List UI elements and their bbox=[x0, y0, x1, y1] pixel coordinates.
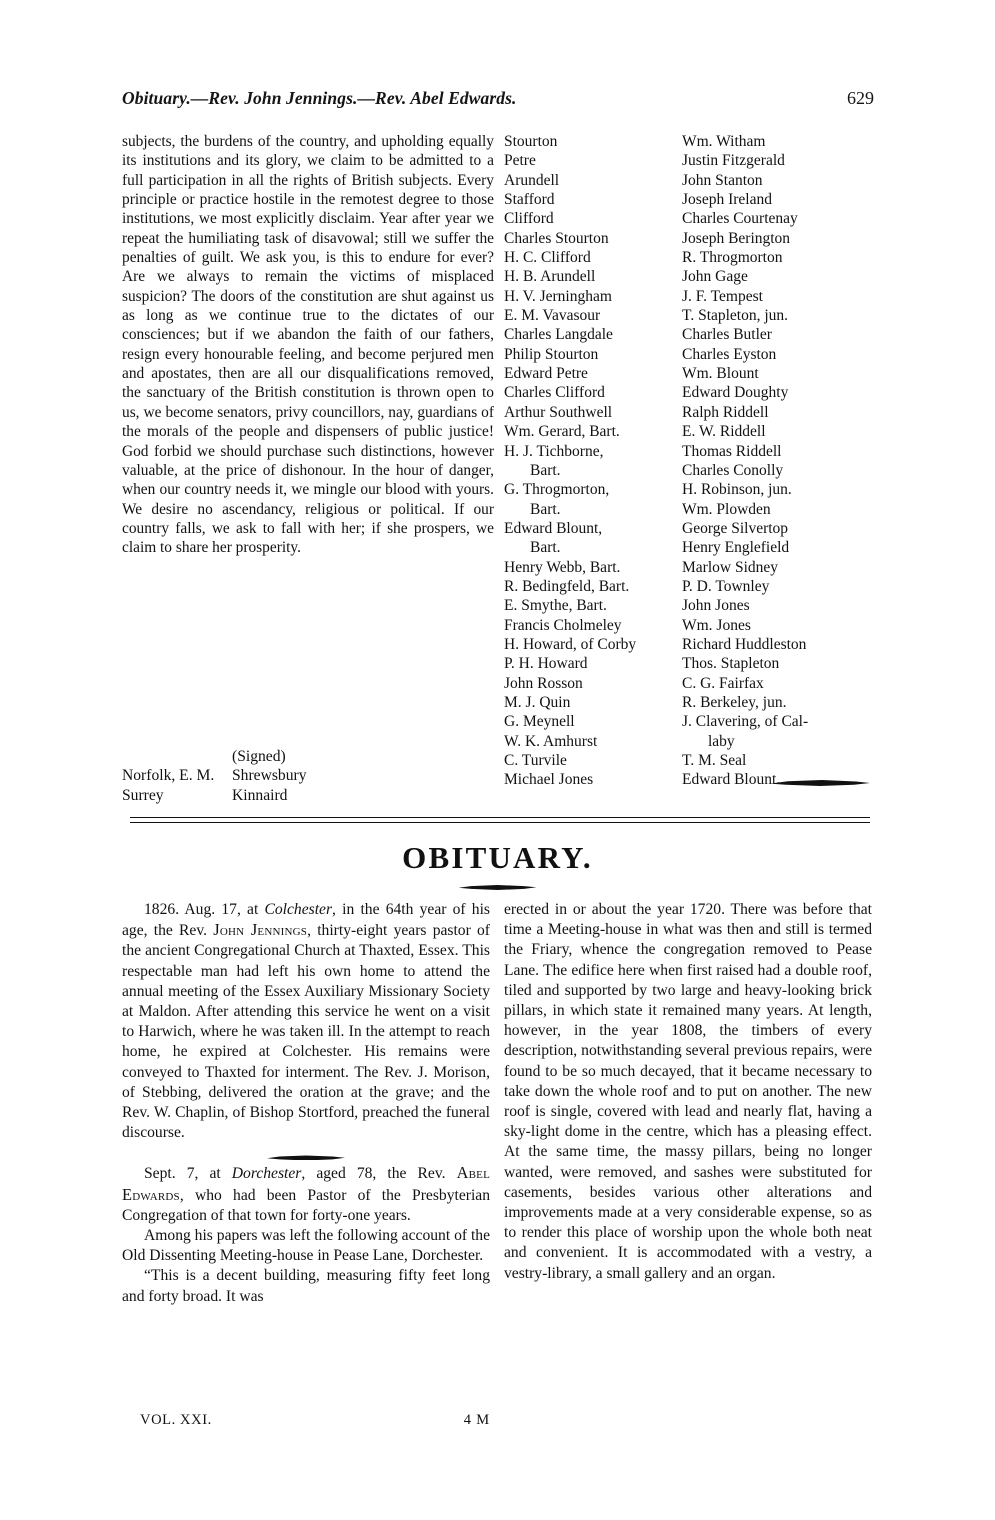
signatory-name: P. D. Townley bbox=[682, 577, 770, 595]
signatory-name: G. Throgmorton, bbox=[504, 481, 610, 499]
signatory-name: Charles Butler bbox=[682, 326, 772, 344]
signatory-name: G. Meynell bbox=[504, 713, 575, 731]
signatory-left: Surrey bbox=[122, 786, 164, 804]
signatory-name: Charles Eyston bbox=[682, 345, 777, 363]
signatory-name: John Stanton bbox=[682, 171, 763, 189]
signatory-name: Wm. Gerard, Bart. bbox=[504, 423, 620, 441]
signatory-name: laby bbox=[708, 732, 735, 750]
signatory-name: Wm. Blount bbox=[682, 365, 759, 383]
section-heading: OBITUARY. bbox=[402, 840, 593, 875]
signatory-name: Bart. bbox=[530, 539, 561, 557]
signatory-name: Joseph Ireland bbox=[682, 191, 772, 209]
signatory-name: Charles Langdale bbox=[504, 326, 613, 344]
jennings-mid: , in the 64th year of his age, the Rev. bbox=[122, 901, 490, 940]
signatory-name: Petre bbox=[504, 152, 536, 170]
edwards-name: Abel Edwards bbox=[122, 1163, 490, 1204]
signatory-name: Francis Cholmeley bbox=[504, 616, 622, 634]
meeting-house-quote-start: “This is a decent building, measuring fifty feet long and forty broad. It was bbox=[122, 1267, 490, 1305]
obituary-jennings bbox=[122, 900, 490, 1143]
signatory-name: H. Robinson, jun. bbox=[682, 481, 792, 499]
signatory-name: Michael Jones bbox=[504, 771, 594, 789]
page-number: 629 bbox=[847, 88, 874, 108]
signatory-name: Clifford bbox=[504, 210, 554, 228]
signatory-name: R. Bedingfeld, Bart. bbox=[504, 577, 630, 595]
signatory-name: George Silvertop bbox=[682, 519, 789, 537]
signatory-row bbox=[122, 766, 494, 785]
edwards-mid: , aged 78, the Rev. bbox=[301, 1165, 457, 1183]
signatory-name: Marlow Sidney bbox=[682, 558, 779, 576]
signatory-name: Richard Huddleston bbox=[682, 635, 807, 653]
signatory-name: Charles Clifford bbox=[504, 384, 605, 402]
jennings-rest: , thirty-eight years pastor of the ancient Congregational Church at Thaxted, Essex. This respectable man had left his own home to attend the annual meeting of the Essex Auxiliary Missionary Society at Maldon. After attending this service he went on a visit to Harwich, where he was taken ill. In the attempt to reach home, he expired at Colchester. His remains were conveyed to Thaxted for interment. The Rev. J. Morison, of Stebbing, delivered the oration at the grave; and the Rev. W. Chaplin, of Bishop Stortford, preached the funeral discourse. bbox=[122, 922, 490, 1142]
obituary-columns bbox=[122, 900, 882, 1460]
signatory-name: C. G. Fairfax bbox=[682, 674, 764, 692]
signatory-name: Wm. Plowden bbox=[682, 500, 771, 518]
signatory-right: Kinnaird bbox=[232, 786, 288, 804]
signatory-name: H. B. Arundell bbox=[504, 268, 596, 286]
jennings-place: Colchester bbox=[264, 901, 333, 918]
running-head bbox=[122, 88, 874, 109]
signatory-name: M. J. Quin bbox=[504, 693, 571, 711]
signatory-name: W. K. Amhurst bbox=[504, 732, 598, 750]
signatory-list-column-2 bbox=[682, 132, 882, 790]
signatory-name: Joseph Berington bbox=[682, 229, 791, 247]
obituary-left-column bbox=[122, 900, 490, 1307]
signatory-name: J. Clavering, of Cal- bbox=[682, 713, 809, 731]
signed-label: (Signed) bbox=[232, 748, 286, 765]
signatory-name: Wm. Witham bbox=[682, 133, 766, 150]
signatory-name: Charles Courtenay bbox=[682, 210, 798, 228]
signature-mark bbox=[464, 1412, 490, 1429]
obituary-separator-ornament bbox=[122, 1152, 490, 1161]
petition-text-block bbox=[122, 132, 494, 558]
signatory-name: Philip Stourton bbox=[504, 345, 599, 363]
jennings-date-prefix: 1826. Aug. 17, at bbox=[144, 901, 265, 918]
signatory-name: Edward Blount. bbox=[682, 771, 781, 789]
signed-block bbox=[122, 747, 494, 805]
signatory-name: T. M. Seal bbox=[682, 752, 747, 769]
signatory-name: Justin Fitzgerald bbox=[682, 152, 785, 170]
section-divider-rule bbox=[130, 817, 870, 824]
signatory-name: H. Howard, of Corby bbox=[504, 635, 637, 653]
edwards-papers-paragraph: Among his papers was left the following account of the Old Dissenting Meeting-house in Pease Lane, Dorchester. bbox=[122, 1227, 491, 1265]
obituary-edwards bbox=[122, 1163, 490, 1226]
edwards-date-prefix: Sept. 7, at bbox=[144, 1165, 232, 1183]
signatory-name: H. J. Tichborne, bbox=[504, 442, 604, 460]
signatory-name: E. Smythe, Bart. bbox=[504, 597, 607, 615]
signatory-row bbox=[122, 786, 494, 805]
signature-number: 4 bbox=[463, 1412, 472, 1428]
signatory-name: John Jones bbox=[682, 597, 750, 615]
signatory-name: R. Berkeley, jun. bbox=[682, 693, 787, 711]
signatory-name: Bart. bbox=[530, 500, 561, 518]
signatory-name: H. V. Jerningham bbox=[504, 287, 612, 305]
running-head-title: Obituary.—Rev. John Jennings.—Rev. Abel Edwards. bbox=[122, 88, 517, 108]
meeting-house-quote-continued: erected in or about the year 1720. There was before that time a Meeting-house in what was then and still is termed the Friary, whence the congregation removed to Pease Lane. The edifice here when first raised had a double roof, tiled and supported by two large and heavy-looking brick pillars, in which state it remained many years. At length, however, in the year 1808, the timbers of every description, notwithstanding several previous repairs, were found to be so much decayed, that it became necessary to take down the whole roof and to put on another. The new roof is single, covered with lead and nearly flat, having a sky-light dome in the centre, which has a pleasing effect. At the same time, the massy pillars, being no longer wanted, were removed, and sashes were substituted for casements, besides various other alterations and improvements made at a very considerable expense, so as to render this place of worship upon the whole both neat and convenient. It is accommodated with a vestry, a vestry-library, a small gallery and an organ. bbox=[504, 901, 872, 1282]
signatory-right: Shrewsbury bbox=[232, 767, 307, 785]
heading-ornament bbox=[0, 882, 995, 891]
signatory-name: Ralph Riddell bbox=[682, 403, 769, 421]
edwards-rest: , who had been Pastor of the Presbyterian Congregation of that town for forty-one years. bbox=[122, 1186, 490, 1224]
volume-mark: VOL. XXI. bbox=[140, 1412, 212, 1428]
signatory-name: Charles Stourton bbox=[504, 229, 609, 247]
signatory-name: Henry Englefield bbox=[682, 539, 790, 557]
signatory-name: Edward Blount, bbox=[504, 519, 603, 537]
signatory-name: Bart. bbox=[530, 461, 561, 479]
signatory-list-column-1 bbox=[504, 132, 682, 790]
signatory-name: Stourton bbox=[504, 133, 558, 150]
signatory-name: Stafford bbox=[504, 191, 555, 209]
signatory-name: P. H. Howard bbox=[504, 655, 588, 673]
signatory-name: E. W. Riddell bbox=[682, 423, 766, 441]
signatory-name: Thomas Riddell bbox=[682, 442, 782, 460]
signatory-name: Henry Webb, Bart. bbox=[504, 558, 621, 576]
jennings-name: John Jennings bbox=[213, 920, 308, 940]
signatory-name: John Gage bbox=[682, 268, 748, 286]
signatory-name: John Rosson bbox=[504, 674, 583, 692]
signatory-name: E. M. Vavasour bbox=[504, 307, 601, 325]
signatory-name: C. Turvile bbox=[504, 752, 567, 769]
signatory-name: J. F. Tempest bbox=[682, 287, 763, 305]
petition-body: subjects, the burdens of the country, and upholding equally its institutions and its glory, we claim to be admitted to a full participation in all the rights of British subjects. Every principle or practice hostile in the remotest degree to those institutions, we most explicitly disclaim. Year after year we repeat the humiliating task of disavowal; still we suffer the penalties of guilt. We ask you, is this to endure for ever? Are we always to remain the victims of misplaced suspicion? The doors of the constitution are shut against us as long as we continue true to the dictates of our consciences; but if we abandon the faith of our fathers, resign every honourable feeling, and become perjured men and apostates, then are all our disqualifications removed, the sanctuary of the British constitution is thrown open to us, we become senators, privy councillors, nay, guardians of the morals of the people and dispensers of public justice! God forbid we should purchase such distinctions, however valuable, at the price of dishonour. In the hour of danger, when our country needs it, we mingle our blood with yours. We desire no ascendancy, religious or political. If our country falls, we ask to fall with her; if she prospers, we claim to share her prosperity. bbox=[122, 133, 494, 557]
signatory-name: Charles Conolly bbox=[682, 461, 784, 479]
signature-letter: M bbox=[476, 1412, 490, 1428]
petition-and-signatories bbox=[122, 132, 882, 812]
signatory-name: R. Throgmorton bbox=[682, 249, 783, 267]
signatory-name: Thos. Stapleton bbox=[682, 655, 780, 673]
signatory-name: H. C. Clifford bbox=[504, 249, 591, 267]
signatory-name: Wm. Jones bbox=[682, 616, 751, 634]
edwards-place: Dorchester bbox=[231, 1165, 302, 1183]
signatory-name: Edward Petre bbox=[504, 365, 588, 383]
page-footer bbox=[140, 1412, 490, 1429]
signatory-name: T. Stapleton, jun. bbox=[682, 307, 789, 325]
signatory-name: Arthur Southwell bbox=[504, 403, 613, 421]
signatory-name: Edward Doughty bbox=[682, 384, 789, 402]
signatory-name: Arundell bbox=[504, 171, 560, 189]
obituary-right-column bbox=[504, 900, 872, 1284]
signatory-left: Norfolk, E. M. bbox=[122, 767, 215, 785]
